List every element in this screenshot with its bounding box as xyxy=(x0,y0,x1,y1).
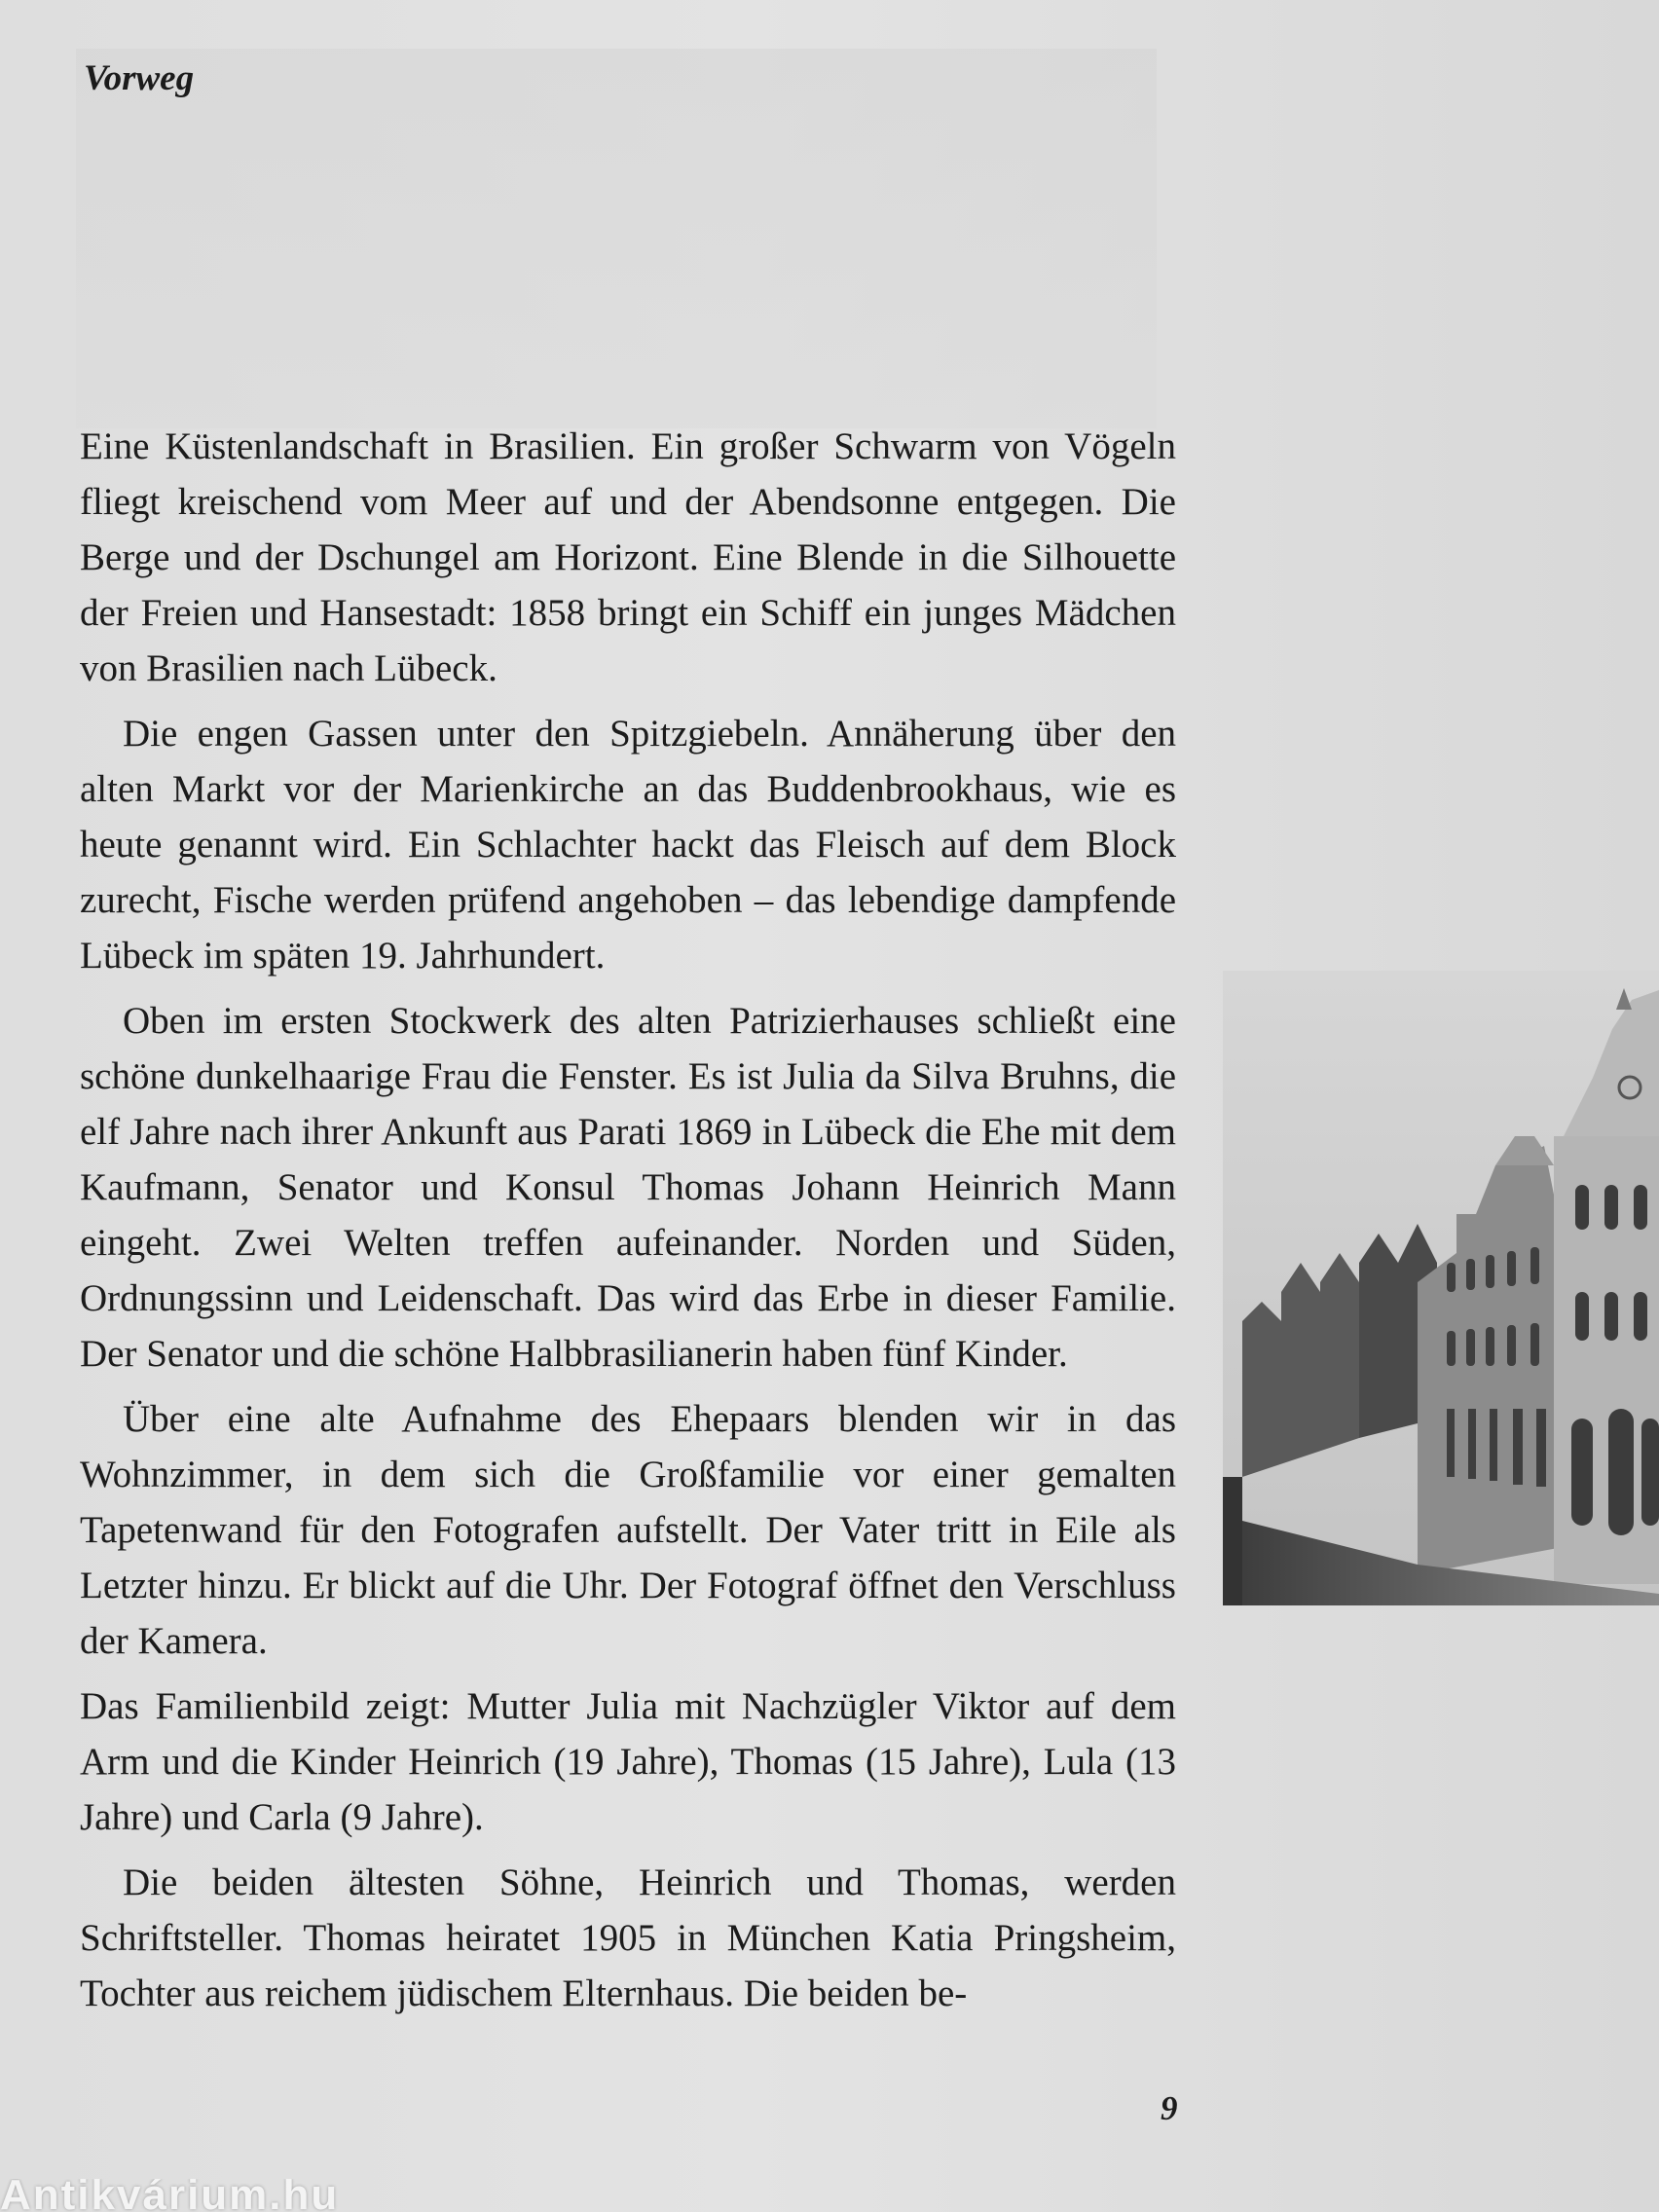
watermark: Antikvárium.hu xyxy=(0,2179,340,2212)
street-photo-graphic xyxy=(1223,971,1659,1605)
paragraph: Eine Küstenlandschaft in Brasilien. Ein großer Schwarm von Vögeln fliegt kreischend vom Meer auf und der Abendsonne entgegen. Die Berge und der Dschungel am Horizont. Eine Blende in die Silhouette der Freien und Hansestadt: 1858 bringt ein Schiff ein junges Mädchen von Brasilien nach Lübeck. xyxy=(80,425,1176,689)
paragraph: Das Familienbild zeigt: Mutter Julia mit Nachzügler Viktor auf dem Arm und die Kinder Heinrich (19 Jahre), Thomas (15 Jahre), Lula (13 Jahre) und Carla (9 Jahre). xyxy=(80,1685,1176,1838)
section-title: Vorweg xyxy=(84,58,195,98)
paragraph: Über eine alte Aufnahme des Ehepaars blenden wir in das Wohnzimmer, in dem sich die Großfamilie vor einer gemalten Tapetenwand für den Fotografen aufstellt. Der Vater tritt in Eile als Letzter hinzu. Er blickt auf die Uhr. Der Fotograf öffnet den Verschluss der Kamera. xyxy=(80,1398,1176,1662)
page-number: 9 xyxy=(1161,2089,1178,2127)
paragraph: Oben im ersten Stockwerk des alten Patrizierhauses schließt eine schöne dunkelhaarige Frau die Fenster. Es ist Julia da Silva Bruhns, die elf Jahre nach ihrer Ankunft aus Parati 1869 in Lübeck die Ehe mit dem Kaufmann, Senator und Konsul Thomas Johann Heinrich Mann eingeht. Zwei Welten treffen aufeinander. Norden und Süden, Ordnungssinn und Leidenschaft. Das wird das Erbe in dieser Familie. Der Senator und die schöne Halbbrasilianerin haben fünf Kinder. xyxy=(80,1000,1176,1375)
show-through-illustration xyxy=(76,49,1157,428)
body-text xyxy=(80,419,1176,2031)
paragraph: Die engen Gassen unter den Spitzgiebeln. Annäherung über den alten Markt vor der Marienkirche an das Buddenbrookhaus, wie es heute genannt wird. Ein Schlachter hackt das Fleisch auf dem Block zurecht, Fische werden prüfend angehoben – das lebendige dampfende Lübeck im späten 19. Jahrhundert. xyxy=(80,713,1176,977)
street-photo xyxy=(1223,971,1659,1605)
paragraph: Die beiden ältesten Söhne, Heinrich und Thomas, werden Schriftsteller. Thomas heiratet 1905 in München Katia Pringsheim, Tochter aus reichem jüdischem Elternhaus. Die beiden be- xyxy=(80,1862,1176,2014)
